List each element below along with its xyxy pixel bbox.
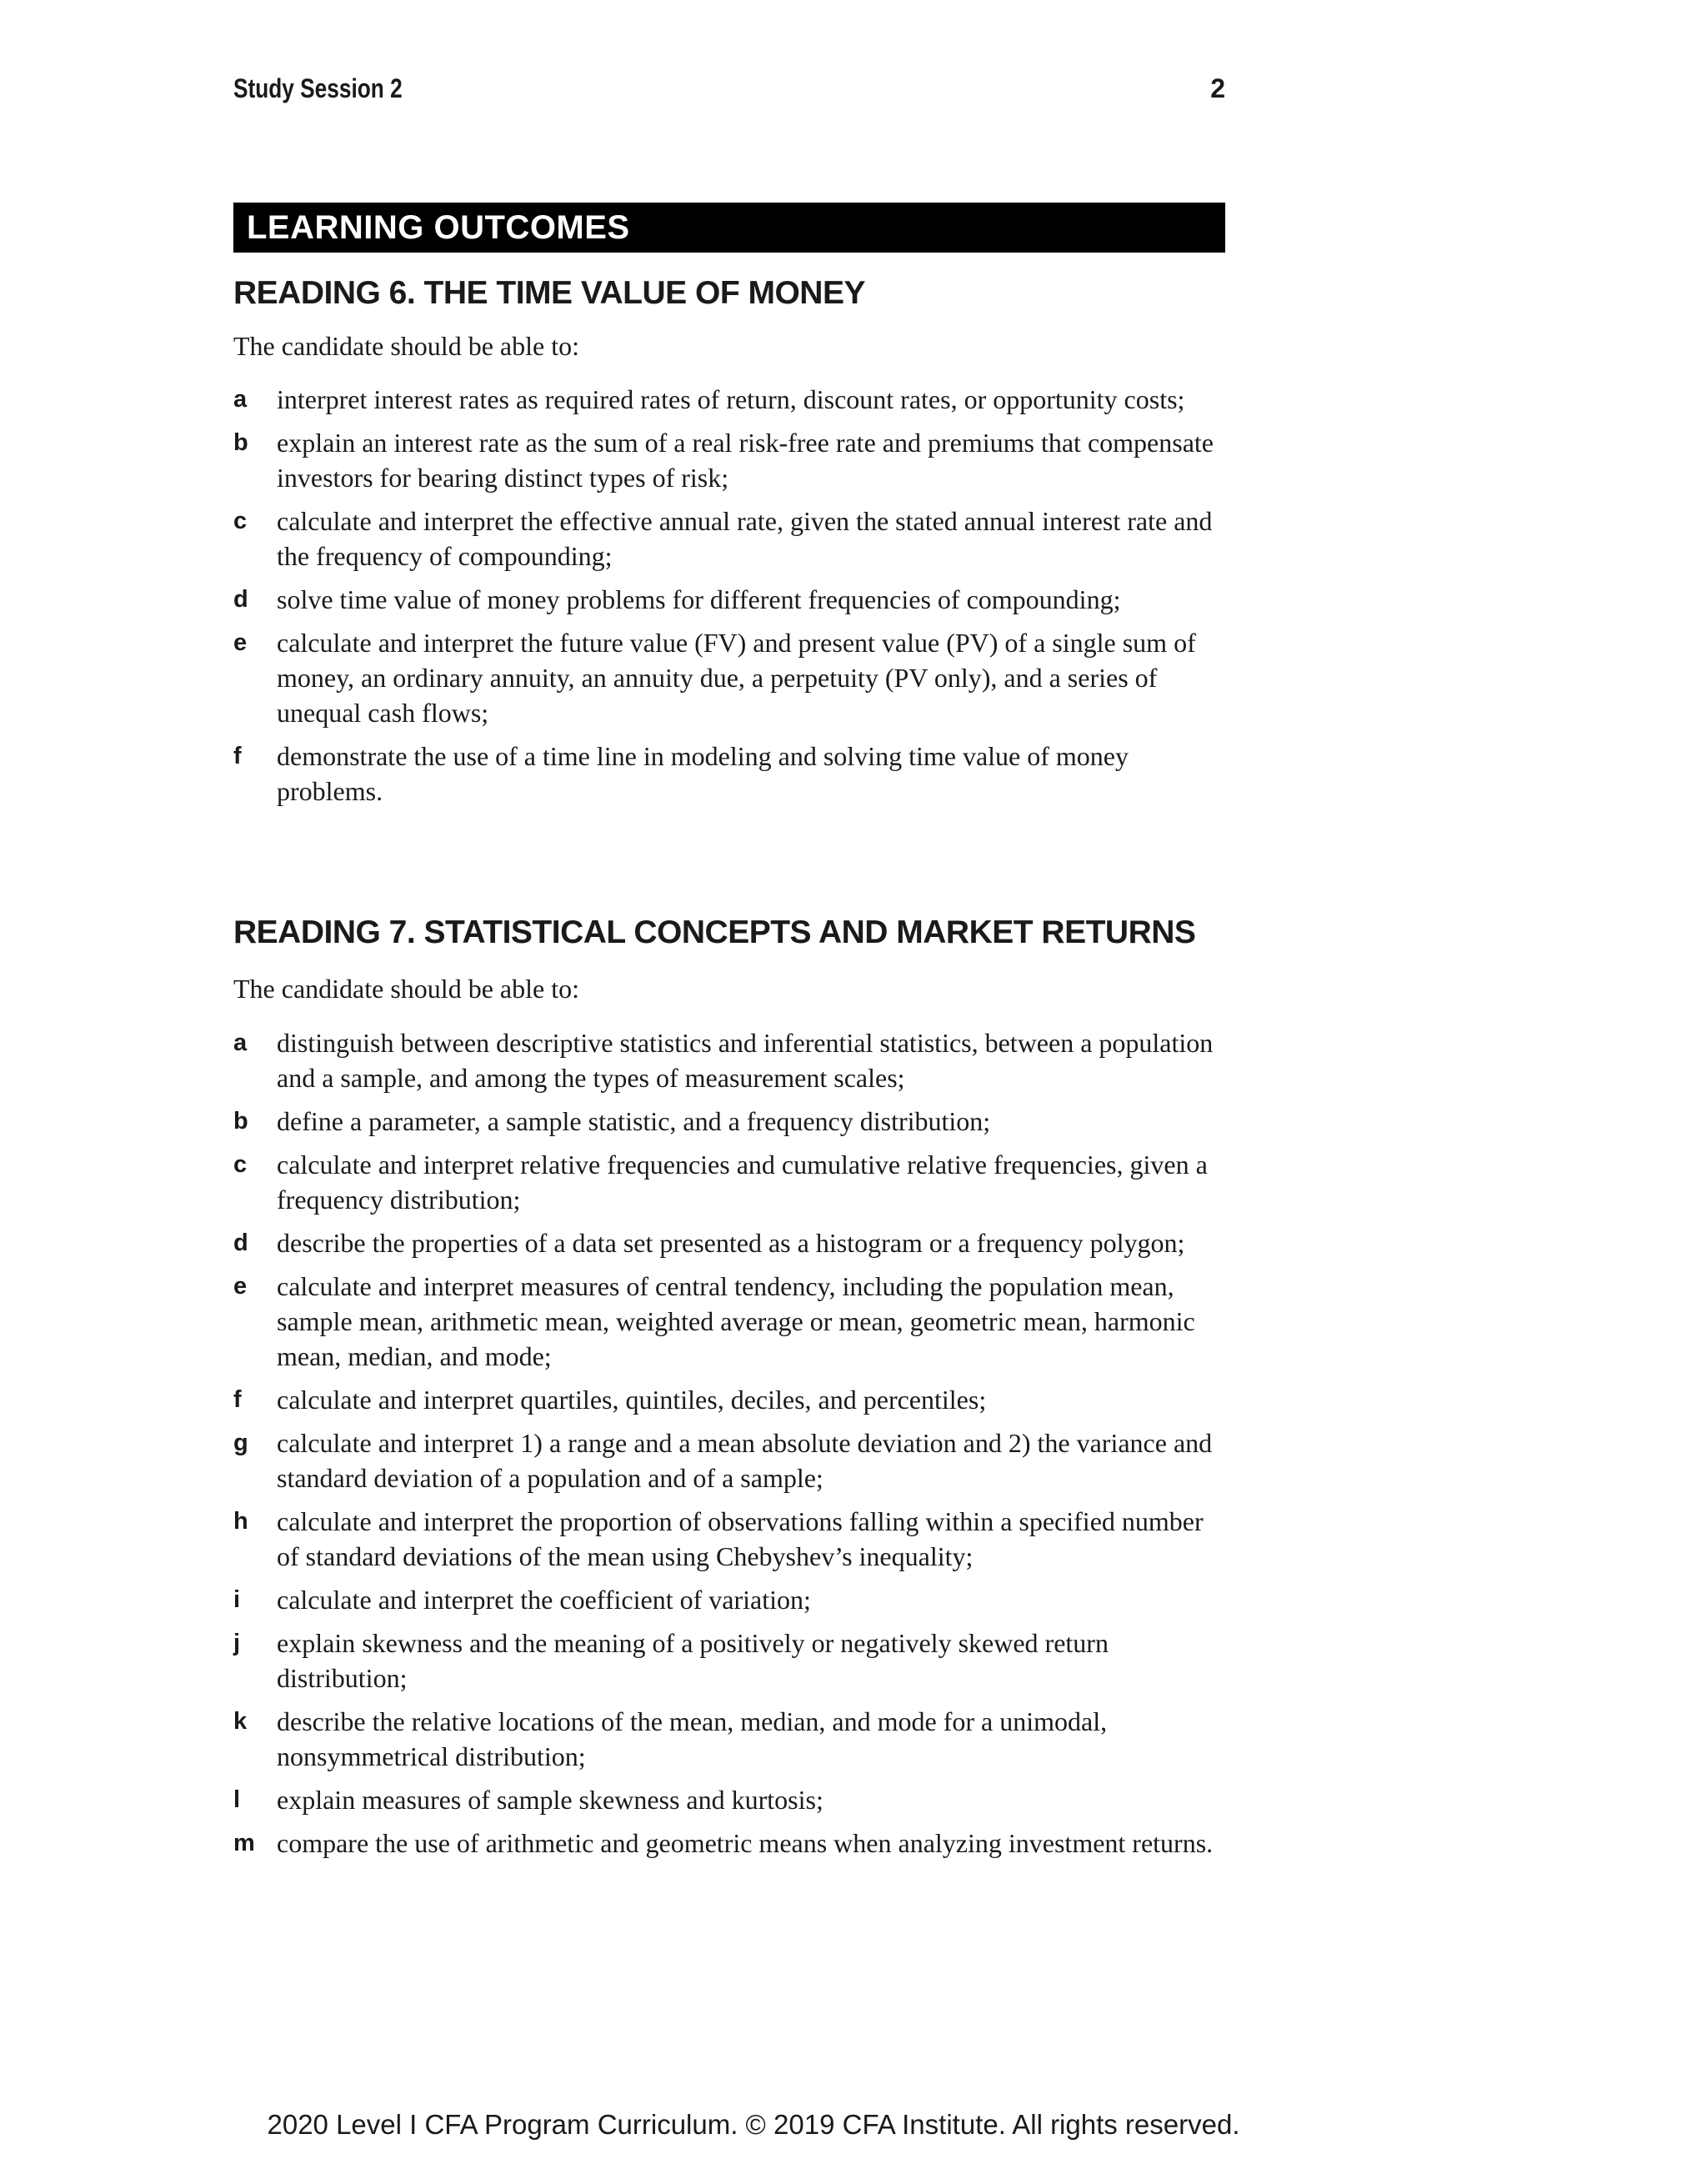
outcome-text: explain an interest rate as the sum of a real risk-free rate and premiums that compensate investors for bearing distinct types of risk; <box>277 428 1214 493</box>
page-number: 2 <box>1210 73 1225 103</box>
copyright-text: 2020 Level I CFA Program Curriculum. © 2019 CFA Institute. All rights reserved. <box>267 2109 1240 2140</box>
outcome-text: demonstrate the use of a time line in modeling and solving time value of money problems. <box>277 741 1129 806</box>
outcome-letter: k <box>233 1708 248 1735</box>
study-session-label: Study Session 2 <box>233 73 403 103</box>
outcome-item <box>233 1782 1225 1817</box>
outcome-item <box>233 582 1225 617</box>
reading-6-title: READING 6. THE TIME VALUE OF MONEY <box>233 275 865 311</box>
outcome-text: solve time value of money problems for different frequencies of compounding; <box>277 584 1121 614</box>
outcome-text: interpret interest rates as required rates of return, discount rates, or opportunity costs; <box>277 384 1185 414</box>
outcome-letter: d <box>233 586 248 613</box>
learning-outcomes-banner: LEARNING OUTCOMES <box>233 203 1225 253</box>
outcome-item <box>233 1704 1225 1774</box>
outcome-text: calculate and interpret relative frequencies and cumulative relative frequencies, given a frequency distribution; <box>277 1150 1208 1215</box>
outcome-item <box>233 1504 1225 1574</box>
outcome-item <box>233 1625 1225 1696</box>
outcome-letter: c <box>233 1151 248 1178</box>
outcome-text: describe the properties of a data set presented as a histogram or a frequency polygon; <box>277 1228 1185 1258</box>
outcome-item <box>233 1382 1225 1417</box>
outcome-text: compare the use of arithmetic and geometric means when analyzing investment returns. <box>277 1828 1214 1858</box>
reading-7-outcomes-list <box>233 1025 1225 1869</box>
outcome-item <box>233 1269 1225 1374</box>
running-head <box>233 73 1047 110</box>
outcome-text: calculate and interpret 1) a range and a mean absolute deviation and 2) the variance and standard deviation of a population and of a sample; <box>277 1428 1213 1493</box>
outcome-text: calculate and interpret quartiles, quintiles, deciles, and percentiles; <box>277 1385 987 1415</box>
outcome-letter: m <box>233 1830 255 1856</box>
outcome-text: calculate and interpret the proportion of observations falling within a specified number of standard deviations of the mean using Chebyshev’s inequality; <box>277 1506 1204 1571</box>
outcome-item <box>233 739 1225 809</box>
outcome-item <box>233 625 1225 730</box>
outcome-letter: g <box>233 1430 248 1456</box>
outcome-text: calculate and interpret measures of central tendency, including the population mean, sample mean, arithmetic mean, weighted average or mean, geometric mean, harmonic mean, median, and mode; <box>277 1271 1195 1371</box>
outcome-letter: j <box>233 1630 241 1656</box>
outcome-letter: c <box>233 508 248 534</box>
outcome-letter: a <box>233 1029 248 1056</box>
outcome-text: calculate and interpret the effective annual rate, given the stated annual interest rate and the frequency of compounding; <box>277 506 1213 571</box>
reading-6-intro: The candidate should be able to: <box>233 331 579 361</box>
reading-6-outcomes-list <box>233 382 1225 817</box>
outcome-item <box>233 503 1225 574</box>
outcome-text: calculate and interpret the coefficient of variation; <box>277 1585 811 1615</box>
outcome-letter: l <box>233 1786 241 1813</box>
outcome-letter: f <box>233 1386 242 1413</box>
copyright-footer <box>0 2109 1707 2141</box>
outcome-item <box>233 1425 1225 1495</box>
outcome-text: explain skewness and the meaning of a positively or negatively skewed return distribution; <box>277 1628 1109 1693</box>
outcome-letter: e <box>233 629 248 656</box>
outcome-letter: b <box>233 1108 248 1135</box>
outcome-letter: d <box>233 1230 248 1256</box>
outcome-text: describe the relative locations of the mean, median, and mode for a unimodal, nonsymmetrical distribution; <box>277 1706 1108 1771</box>
outcome-text: define a parameter, a sample statistic, and a frequency distribution; <box>277 1106 991 1136</box>
outcome-text: explain measures of sample skewness and kurtosis; <box>277 1785 823 1815</box>
outcome-item <box>233 1025 1225 1095</box>
outcome-letter: i <box>233 1586 241 1613</box>
outcome-item <box>233 1104 1225 1139</box>
outcome-letter: b <box>233 429 248 456</box>
outcome-text: distinguish between descriptive statistics and inferential statistics, between a population and a sample, and among the types of measurement scales; <box>277 1028 1214 1093</box>
outcome-item <box>233 382 1225 417</box>
outcome-letter: h <box>233 1508 248 1535</box>
reading-7-title: READING 7. STATISTICAL CONCEPTS AND MARKET RETURNS <box>233 914 1196 950</box>
outcome-letter: f <box>233 743 242 769</box>
outcome-letter: a <box>233 386 248 413</box>
outcome-item <box>233 1147 1225 1217</box>
outcome-item <box>233 425 1225 495</box>
outcome-letter: e <box>233 1273 248 1300</box>
outcome-item <box>233 1826 1225 1861</box>
outcome-item <box>233 1582 1225 1617</box>
outcome-text: calculate and interpret the future value (FV) and present value (PV) of a single sum of money, an ordinary annuity, an annuity due, a perpetuity (PV only), and a series of unequal cash flows; <box>277 628 1196 728</box>
reading-7-intro: The candidate should be able to: <box>233 974 579 1004</box>
outcome-item <box>233 1225 1225 1260</box>
